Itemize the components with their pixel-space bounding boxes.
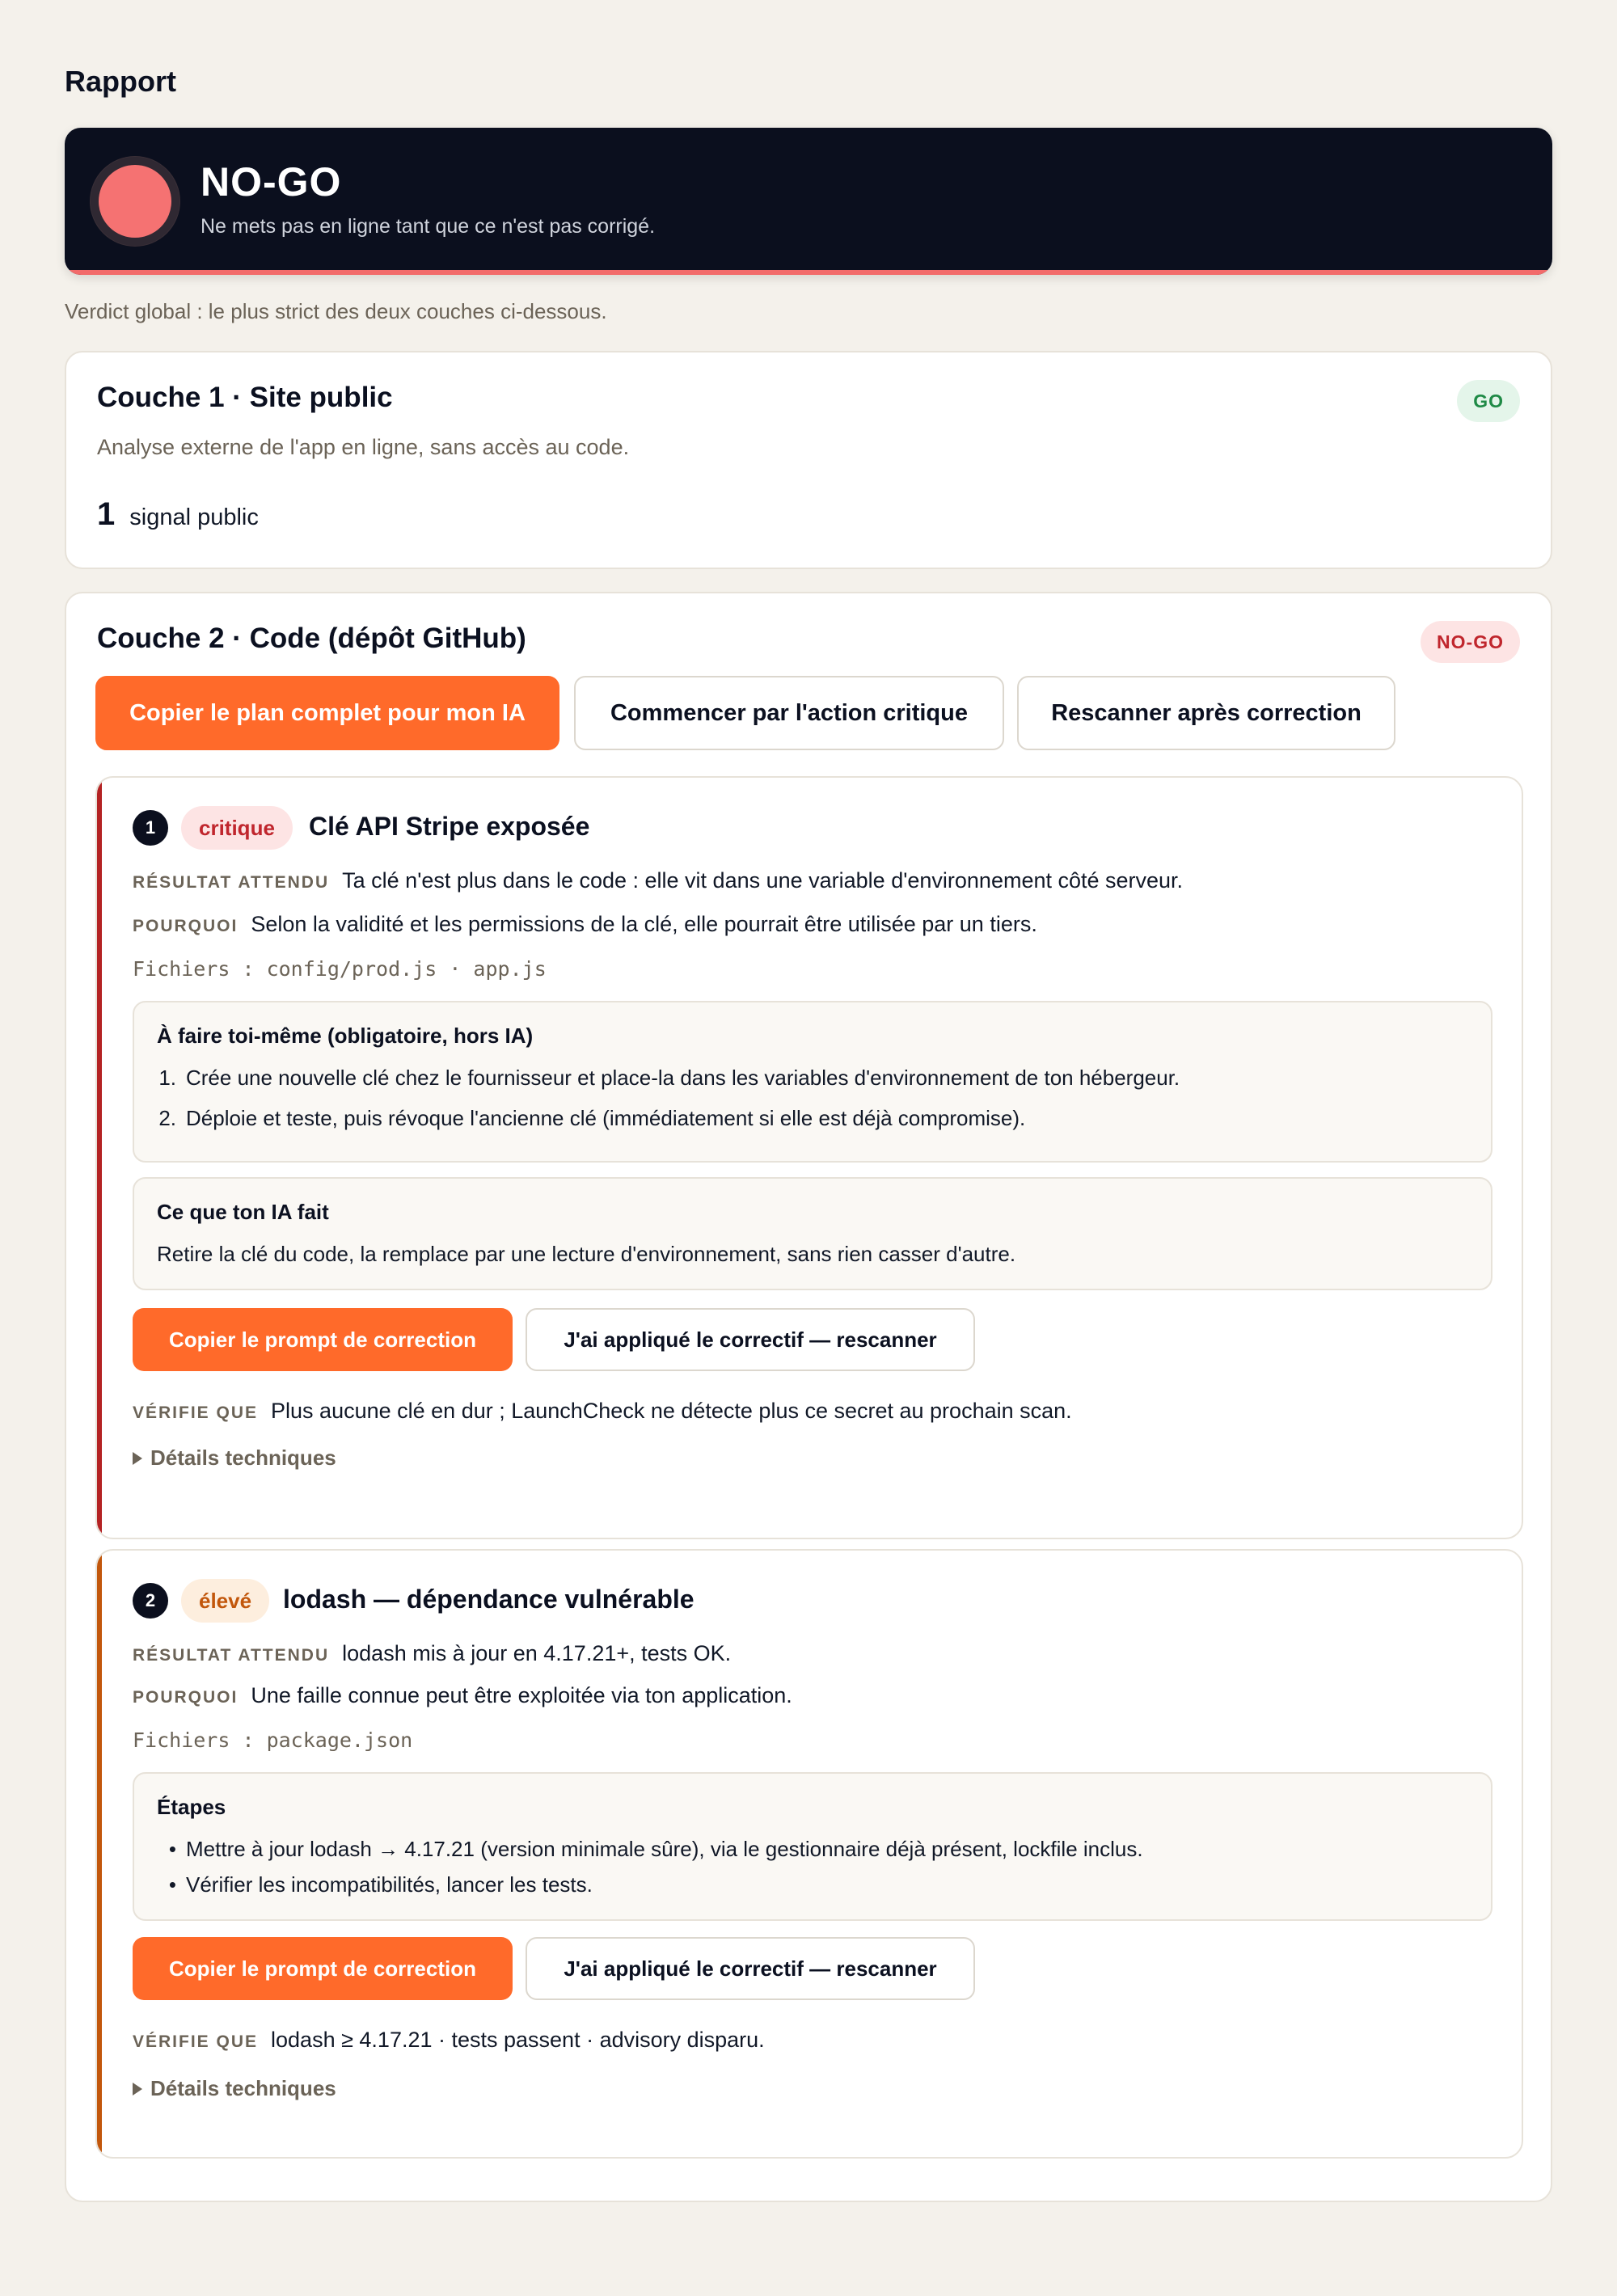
verdict-banner — [65, 128, 1552, 275]
rescan-button[interactable]: Rescanner après correction — [1017, 676, 1395, 750]
steps-title: Étapes — [157, 1795, 226, 1819]
issue-title: lodash — dépendance vulnérable — [283, 1585, 695, 1614]
why-label: POURQUOI — [133, 1688, 239, 1707]
verify-label: VÉRIFIE QUE — [133, 1403, 259, 1422]
layer1-title: Couche 1 · Site public — [97, 382, 393, 413]
step-item: • Mettre à jour lodash → 4.17.21 (version minimale sûre), via le gestionnaire déjà présent, lockfile inclus. — [168, 1837, 1143, 1861]
ai-action-title: Ce que ton IA fait — [157, 1200, 329, 1224]
manual-steps-title: À faire toi-même (obligatoire, hors IA) — [157, 1023, 534, 1048]
manual-step: 2. Déploie et teste, puis révoque l'ancienne clé (immédiatement si elle est déjà compromise). — [158, 1106, 1026, 1130]
why-row — [133, 912, 1037, 937]
applied-rescan-button[interactable]: J'ai appliqué le correctif — rescanner — [526, 1308, 975, 1371]
ai-action-text: Retire la clé du code, la remplace par une lecture d'environnement, sans rien casser d'autre. — [157, 1242, 1016, 1266]
expected-label: RÉSULTAT ATTENDU — [133, 873, 330, 892]
layer2-status-badge: NO-GO — [1421, 621, 1520, 663]
expected-value: Ta clé n'est plus dans le code : elle vit dans une variable d'environnement côté serveur. — [342, 868, 1184, 893]
page-title: Rapport — [65, 65, 176, 98]
layer2-title: Couche 2 · Code (dépôt GitHub) — [97, 623, 526, 654]
layer2-card — [65, 592, 1552, 2202]
layer1-card — [65, 351, 1552, 569]
disclosure-triangle-icon — [133, 2083, 142, 2096]
layer1-status-badge: GO — [1457, 380, 1520, 422]
verify-value: lodash ≥ 4.17.21 · tests passent · advisory disparu. — [271, 2028, 765, 2052]
verify-row — [133, 1399, 1072, 1424]
disclosure-triangle-icon — [133, 1452, 142, 1465]
expected-value: lodash mis à jour en 4.17.21+, tests OK. — [342, 1641, 732, 1665]
why-value: Selon la validité et les permissions de la clé, elle pourrait être utilisée par un tiers. — [251, 912, 1037, 936]
why-row — [133, 1683, 792, 1708]
manual-step: 1. Crée une nouvelle clé chez le fournisseur et place-la dans les variables d'environnement de ton hébergeur. — [158, 1066, 1180, 1090]
technical-details-toggle[interactable]: Détails techniques — [133, 2076, 336, 2101]
status-dot-icon — [91, 157, 179, 246]
verify-value: Plus aucune clé en dur ; LaunchCheck ne détecte plus ce secret au prochain scan. — [271, 1399, 1072, 1423]
technical-details-toggle[interactable]: Détails techniques — [133, 1446, 336, 1471]
issue-title: Clé API Stripe exposée — [309, 812, 590, 841]
layer1-description: Analyse externe de l'app en ligne, sans accès au code. — [97, 435, 630, 459]
severity-badge: élevé — [181, 1579, 269, 1623]
steps-box — [133, 1772, 1492, 1921]
expected-row — [133, 1641, 731, 1666]
issue-number: 2 — [133, 1583, 168, 1619]
public-signal — [97, 496, 259, 533]
copy-prompt-button[interactable]: Copier le prompt de correction — [133, 1937, 513, 2000]
signal-count: 1 — [97, 496, 116, 532]
verify-row — [133, 2028, 765, 2053]
applied-rescan-button[interactable]: J'ai appliqué le correctif — rescanner — [526, 1937, 975, 2000]
copy-plan-button[interactable]: Copier le plan complet pour mon IA — [95, 676, 559, 750]
manual-steps-box — [133, 1001, 1492, 1163]
why-value: Une faille connue peut être exploitée via ton application. — [251, 1683, 792, 1707]
expected-label: RÉSULTAT ATTENDU — [133, 1646, 330, 1665]
files-list: Fichiers : package.json — [133, 1728, 413, 1752]
ai-action-box — [133, 1177, 1492, 1290]
issue-card-high — [95, 1549, 1523, 2159]
signal-label: signal public — [129, 504, 259, 530]
verdict-subtitle: Ne mets pas en ligne tant que ce n'est pas corrigé. — [201, 215, 656, 238]
severity-bar — [97, 1551, 102, 2157]
files-list: Fichiers : config/prod.js · app.js — [133, 957, 547, 981]
start-critical-button[interactable]: Commencer par l'action critique — [574, 676, 1004, 750]
verdict-status: NO-GO — [201, 159, 342, 205]
step-item: • Vérifier les incompatibilités, lancer les tests. — [168, 1872, 593, 1897]
expected-row — [133, 868, 1183, 893]
verdict-note: Verdict global : le plus strict des deux couches ci-dessous. — [65, 299, 607, 323]
verify-label: VÉRIFIE QUE — [133, 2032, 259, 2051]
why-label: POURQUOI — [133, 917, 239, 935]
issue-number: 1 — [133, 810, 168, 846]
copy-prompt-button[interactable]: Copier le prompt de correction — [133, 1308, 513, 1371]
issue-card-critical — [95, 776, 1523, 1539]
severity-badge: critique — [181, 806, 293, 850]
severity-bar — [97, 778, 102, 1538]
